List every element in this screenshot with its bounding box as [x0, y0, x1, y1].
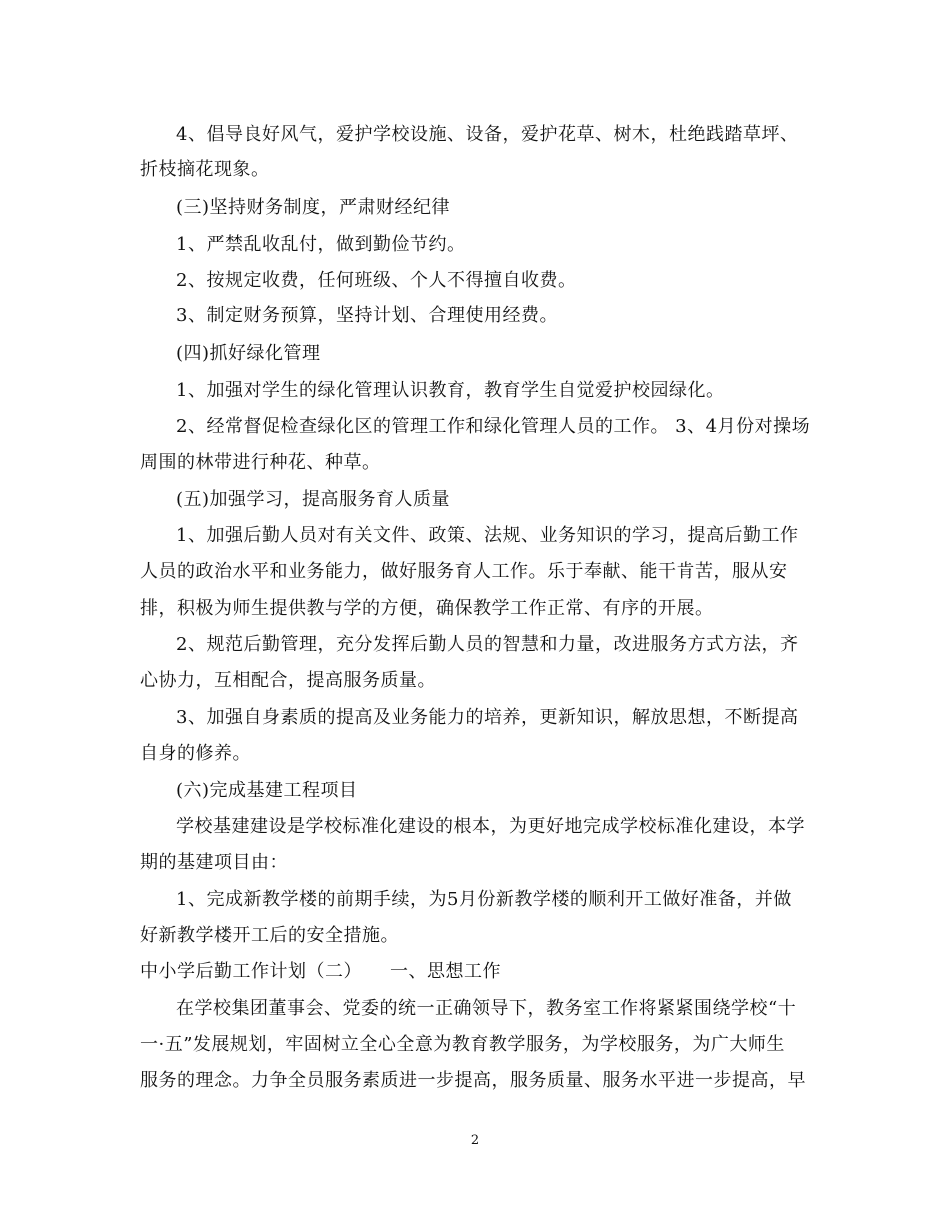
paragraph-line: 2、经常督促检查绿化区的管理工作和绿化管理人员的工作。 3、4月份对操场	[176, 416, 811, 437]
paragraph-line: 2、规范后勤管理，充分发挥后勤人员的智慧和力量，改进服务方式方法，齐	[176, 634, 799, 655]
section-heading: (五)加强学习，提高服务育人质量	[176, 489, 451, 510]
section-heading: (六)完成基建工程项目	[176, 780, 358, 801]
paragraph-line: 自身的修养。	[140, 743, 251, 764]
paragraph-line: 服务的理念。力争全员服务素质进一步提高，服务质量、服务水平进一步提高，早	[140, 1070, 806, 1091]
paragraph-line: 1、严禁乱收乱付，做到勤俭节约。	[176, 234, 466, 255]
paragraph-line: 4、倡导良好风气，爱护学校设施、设备，爱护花草、树木，杜绝践踏草坪、	[176, 124, 799, 145]
paragraph-line: 1、加强后勤人员对有关文件、政策、法规、业务知识的学习，提高后勤工作	[176, 525, 799, 546]
paragraph-line: 1、完成新教学楼的前期手续，为5月份新教学楼的顺利开工做好准备，并做	[176, 889, 792, 910]
section-heading: (四)抓好绿化管理	[176, 343, 321, 364]
document-subtitle-line: 中小学后勤工作计划（二） 一、思想工作	[140, 961, 501, 982]
paragraph-line: 周围的林带进行种花、种草。	[140, 452, 381, 473]
paragraph-line: 折枝摘花现象。	[140, 159, 270, 180]
paragraph-line: 好新教学楼开工后的安全措施。	[140, 925, 399, 946]
paragraph-line: 3、制定财务预算，坚持计划、合理使用经费。	[176, 305, 558, 326]
section-heading: (三)坚持财务制度，严肃财经纪律	[176, 197, 451, 218]
paragraph-line: 期的基建项目由：	[140, 852, 288, 873]
paragraph-line: 在学校集团董事会、党委的统一正确领导下，教务室工作将紧紧围绕学校“十	[176, 998, 797, 1019]
paragraph-line: 学校基建建设是学校标准化建设的根本，为更好地完成学校标准化建设，本学	[176, 816, 805, 837]
paragraph-line: 1、加强对学生的绿化管理认识教育，教育学生自觉爱护校园绿化。	[176, 380, 725, 401]
paragraph-line: 排，积极为师生提供教与学的方便，确保教学工作正常、有序的开展。	[140, 598, 714, 619]
paragraph-line: 心协力，互相配合，提高服务质量。	[140, 670, 436, 691]
paragraph-line: 3、加强自身素质的提高及业务能力的培养，更新知识，解放思想，不断提高	[176, 707, 799, 728]
paragraph-line: 人员的政治水平和业务能力，做好服务育人工作。乐于奉献、能干肯苦，服从安	[140, 561, 788, 582]
page-number: 2	[470, 1133, 480, 1148]
paragraph-line: 2、按规定收费，任何班级、个人不得擅自收费。	[176, 270, 577, 291]
paragraph-line: 一·五”发展规划，牢固树立全心全意为教育教学服务，为学校服务，为广大师生	[140, 1034, 785, 1055]
